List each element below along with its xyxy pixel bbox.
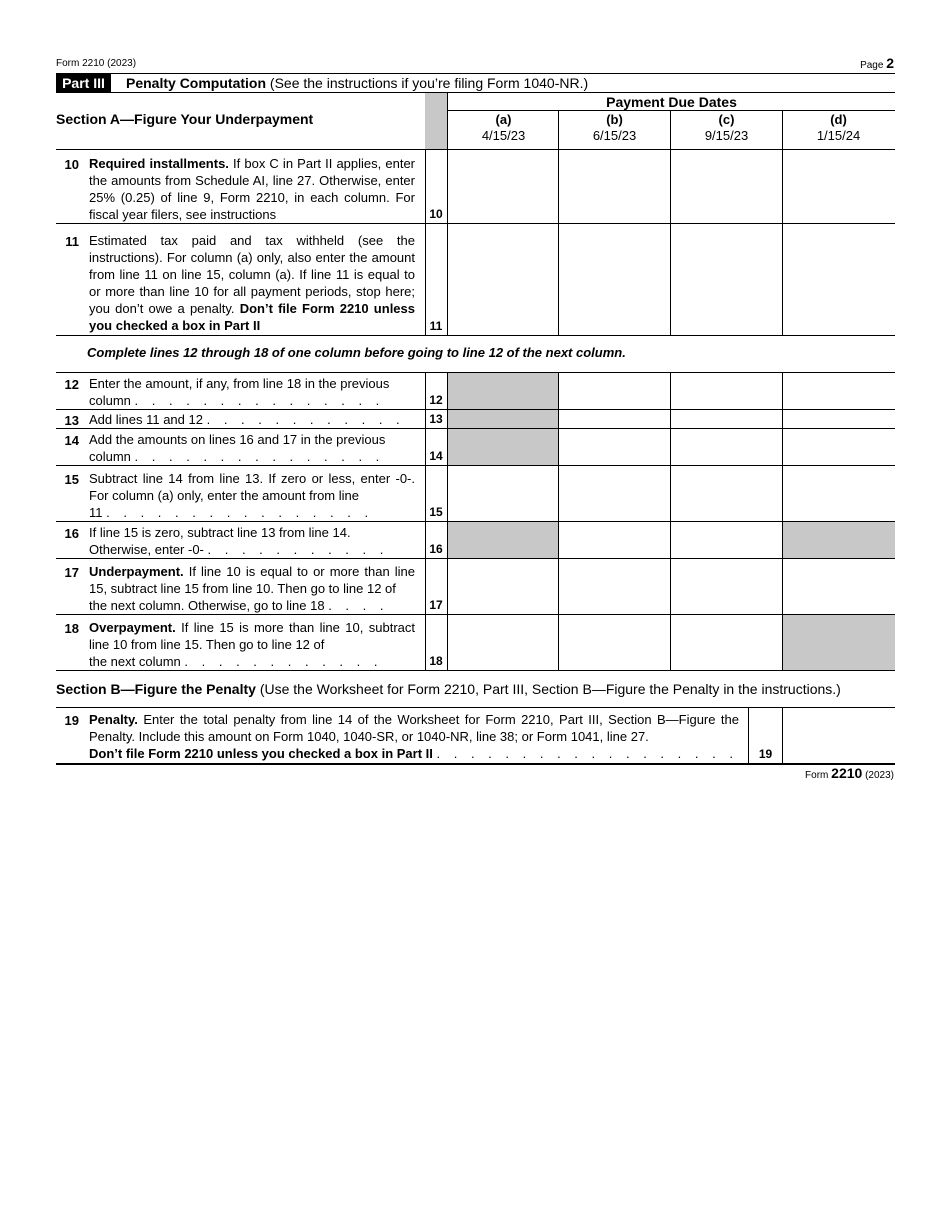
line-19-penalty-input[interactable] <box>783 708 895 763</box>
section-b-text: (Use the Worksheet for Form 2210, Part III, Section B—Figure the Penalty in the instructions.) <box>255 681 841 697</box>
rule-335 <box>56 335 895 336</box>
shaded-cell <box>448 410 558 428</box>
footer-form-number: 2210 <box>831 765 863 781</box>
line-10-col-d-input[interactable] <box>783 150 895 223</box>
payment-due-dates-title: Payment Due Dates <box>606 94 737 110</box>
shaded-cell <box>783 522 895 558</box>
row-number: 12 <box>429 393 443 407</box>
bottom-rule <box>56 763 895 765</box>
line-10-description <box>89 155 415 223</box>
line-12-text2: column <box>89 393 131 408</box>
line-12-col-b-input[interactable] <box>559 373 670 409</box>
rule-670 <box>56 670 895 671</box>
shaded-cell <box>448 373 558 409</box>
row-number: 13 <box>429 412 443 426</box>
col-head-c <box>671 112 782 144</box>
line-18-description: Overpayment. If line 15 is more than line 10, subtract line 10 from line 15. Then go to line 12 of the next column . . . . . . . . . . . . <box>89 620 415 669</box>
col-date: 1/15/24 <box>816 128 861 143</box>
line-13-col-c-input[interactable] <box>671 410 782 428</box>
row-number: 11 <box>429 319 443 333</box>
part-subtitle: (See the instructions if you’re filing Form 1040-NR.) <box>266 75 589 91</box>
line-11-col-b-input[interactable] <box>559 224 670 335</box>
col-head-a <box>448 112 559 144</box>
row-number: 16 <box>429 542 443 556</box>
line-18-col-b-input[interactable] <box>559 615 670 670</box>
line-17-text2: the next column. Otherwise, go to line 18 <box>89 598 325 613</box>
line-18-bold: Overpayment. <box>89 620 176 635</box>
line-10-col-b-input[interactable] <box>559 150 670 223</box>
line-17-description: Underpayment. If line 10 is equal to or more than line 15, subtract line 15 from line 10. Then go to line 12 of the next column. Otherwise, go to line 18 . . . . <box>89 564 415 613</box>
vline <box>447 93 448 149</box>
line-12-col-d-input[interactable] <box>783 373 895 409</box>
footer-form: Form <box>805 770 829 781</box>
line-15-description: Subtract line 14 from line 13. If zero or less, enter -0-. For column (a) only, enter the amount from line 11 . . . . . . . . . . . . . . . . <box>89 471 415 520</box>
row-number: 15 <box>429 505 443 519</box>
line-14-col-b-input[interactable] <box>559 429 670 465</box>
line-16-description: If line 15 is zero, subtract line 13 from line 14. Otherwise, enter -0- . . . . . . . . . . . <box>89 524 415 558</box>
line-number: 10 <box>64 157 79 172</box>
line-13-text: Add lines 11 and 12 <box>89 412 203 427</box>
line-15-text2: 11 <box>89 505 103 520</box>
col-letter: (c) <box>718 112 735 127</box>
row-number: 18 <box>429 654 443 668</box>
line-19-bold2: Don’t file Form 2210 unless you checked a box in Part II <box>89 746 433 761</box>
shaded-cell <box>448 522 558 558</box>
vline <box>558 111 559 149</box>
instruction-note: Complete lines 12 through 18 of one column before going to line 12 of the next column. <box>87 345 626 360</box>
line-14-text: Add the amounts on lines 16 and 17 in the previous <box>89 432 386 447</box>
line-15-col-a-input[interactable] <box>448 466 558 521</box>
line-number: 16 <box>64 526 79 541</box>
line-10-text: If box C in Part II applies, enter the amounts from Schedule AI, line 27. Otherwise, enter 25% (0.25) of line 9, Form 2210, in each column. For fiscal year filers, see instructions <box>89 156 415 222</box>
line-13-col-b-input[interactable] <box>559 410 670 428</box>
col-head-d <box>783 112 894 144</box>
line-11-text: Estimated tax paid and tax withheld (see the instructions). For column (a) only, also enter the amount from line 11 on line 15, column (a). If line 11 is equal to or more than line 10 for all payment periods, stop here; you don’t owe a penalty. <box>89 233 415 316</box>
line-18-text2: the next column <box>89 654 181 669</box>
line-11-col-a-input[interactable] <box>448 224 558 335</box>
line-18-col-a-input[interactable] <box>448 615 558 670</box>
col-letter: (d) <box>830 112 847 127</box>
line-16-col-c-input[interactable] <box>671 522 782 558</box>
part-badge: Part III <box>56 74 111 92</box>
line-10-bold: Required installments. <box>89 156 229 171</box>
line-13-col-d-input[interactable] <box>783 410 895 428</box>
line-number: 11 <box>65 234 79 249</box>
row-number: 17 <box>429 598 443 612</box>
line-17-col-d-input[interactable] <box>783 559 895 614</box>
part-title <box>126 74 588 92</box>
vline <box>782 111 783 149</box>
section-b-bold: Section B—Figure the Penalty <box>56 681 256 697</box>
part-rule <box>56 92 895 93</box>
line-number: 13 <box>64 413 79 428</box>
col-letter: (b) <box>606 112 623 127</box>
vline <box>425 372 426 671</box>
line-10-col-c-input[interactable] <box>671 150 782 223</box>
line-15-col-c-input[interactable] <box>671 466 782 521</box>
line-14-description: Add the amounts on lines 16 and 17 in the previous column . . . . . . . . . . . . . . . <box>89 431 415 465</box>
shaded-cell <box>783 615 895 670</box>
page-label: Page <box>860 60 884 71</box>
line-17-bold: Underpayment. <box>89 564 184 579</box>
line-17-text: If line 10 is equal to or more than line 15, subtract line 15 from line 10. Then go to line 12 of <box>89 564 415 596</box>
line-15-text: Subtract line 14 from line 13. If zero or less, enter -0-. For column (a) only, enter the amount from line <box>89 471 415 503</box>
line-17-col-c-input[interactable] <box>671 559 782 614</box>
line-number: 17 <box>64 565 79 580</box>
line-19-description: Penalty. Enter the total penalty from line 14 of the Worksheet for Form 2210, Part III, Section B—Figure the Penalty. Include this amount on Form 1040, 1040-SR, or 1040-NR, line 38; or Form 1041, line 27. Don’t file Form 2210 unless you checked a box in Part II . . . . . . . . . . . . . . . . . . <box>89 712 739 761</box>
line-number: 14 <box>64 433 79 448</box>
row-number: 14 <box>429 449 443 463</box>
rule-707 <box>56 707 895 708</box>
line-19-text: Enter the total penalty from line 14 of the Worksheet for Form 2210, Part III, Section B—Figure the Penalty. Include this amount on Form 1040, 1040-SR, or 1040-NR, line 38; or Form 1041, line 27. <box>89 712 739 744</box>
line-11-description <box>89 232 415 334</box>
line-11-col-c-input[interactable] <box>671 224 782 335</box>
line-14-col-d-input[interactable] <box>783 429 895 465</box>
col-date: 9/15/23 <box>704 128 749 143</box>
line-18-text: If line 15 is more than line 10, subtract line 10 from line 15. Then go to line 12 of <box>89 620 415 652</box>
line-number: 12 <box>64 377 79 392</box>
vline <box>425 149 426 336</box>
form-year-header: Form 2210 (2023) <box>56 58 137 69</box>
line-10-col-a-input[interactable] <box>448 150 558 223</box>
vline <box>670 111 671 149</box>
line-15-col-b-input[interactable] <box>559 466 670 521</box>
row-number: 19 <box>758 747 773 761</box>
line-number: 15 <box>64 472 79 487</box>
col-date: 4/15/23 <box>481 128 526 143</box>
col-letter: (a) <box>495 112 512 127</box>
line-number: 19 <box>64 713 79 728</box>
section-b-title <box>56 681 841 697</box>
line-19-bold: Penalty. <box>89 712 138 727</box>
line-16-text2: Otherwise, enter -0- <box>89 542 204 557</box>
line-18-col-c-input[interactable] <box>671 615 782 670</box>
shaded-cell <box>448 429 558 465</box>
line-16-col-b-input[interactable] <box>559 522 670 558</box>
line-11-col-d-input[interactable] <box>783 224 895 335</box>
page-number: 2 <box>886 55 894 71</box>
part-title-bold: Penalty Computation <box>126 75 267 91</box>
footer-form-label <box>805 765 894 781</box>
line-12-description: Enter the amount, if any, from line 18 in the previous column . . . . . . . . . . . . . . . <box>89 375 415 409</box>
header-shade <box>425 93 447 149</box>
line-16-text: If line 15 is zero, subtract line 13 from line 14. <box>89 525 351 540</box>
line-number: 18 <box>64 621 79 636</box>
line-14-text2: column <box>89 449 131 464</box>
line-17-col-a-input[interactable] <box>448 559 558 614</box>
line-13-description: Add lines 11 and 12 . . . . . . . . . . . . <box>89 412 405 427</box>
col-date: 6/15/23 <box>592 128 637 143</box>
line-17-col-b-input[interactable] <box>559 559 670 614</box>
pdd-rule <box>447 110 895 111</box>
line-12-col-c-input[interactable] <box>671 373 782 409</box>
col-head-b <box>559 112 670 144</box>
row-number: 10 <box>429 207 443 221</box>
line-14-col-c-input[interactable] <box>671 429 782 465</box>
line-12-text: Enter the amount, if any, from line 18 in the previous <box>89 376 390 391</box>
page-number-header <box>860 55 894 71</box>
line-11-bold: Don’t file Form 2210 unless you checked a box in Part II <box>89 301 415 333</box>
line-15-col-d-input[interactable] <box>783 466 895 521</box>
section-a-title: Section A—Figure Your Underpayment <box>56 111 314 127</box>
footer-year: (2023) <box>865 770 894 781</box>
